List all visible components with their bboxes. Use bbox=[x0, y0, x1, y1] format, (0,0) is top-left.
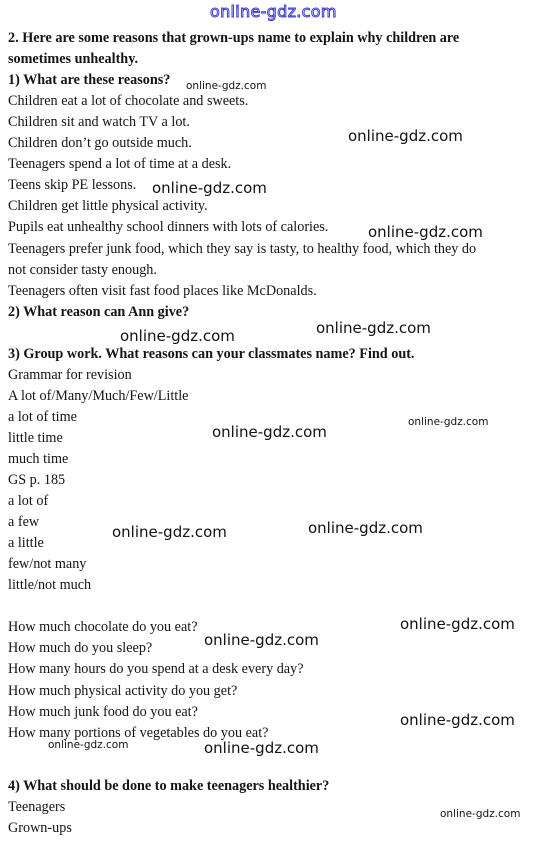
watermark-text: online-gdz.com bbox=[48, 739, 129, 751]
watermark-text: online-gdz.com bbox=[368, 223, 483, 241]
watermark-text: online-gdz.com bbox=[440, 808, 521, 820]
survey-question: How much junk food do you eat? bbox=[8, 704, 198, 720]
grammar-item: a few bbox=[8, 514, 40, 530]
grammar-reference: GS p. 185 bbox=[8, 472, 66, 488]
reason-item: Teens skip PE lessons. bbox=[8, 177, 137, 193]
grammar-heading: Grammar for revision bbox=[8, 367, 132, 383]
grammar-item: little/not much bbox=[8, 577, 92, 593]
reason-item: Children don’t go outside much. bbox=[8, 135, 192, 151]
grammar-item: much time bbox=[8, 451, 69, 467]
grammar-item: A lot of/Many/Much/Few/Little bbox=[8, 388, 189, 404]
grammar-item: little time bbox=[8, 430, 63, 446]
grammar-item: a lot of time bbox=[8, 409, 77, 425]
site-watermark-header: online-gdz.com bbox=[210, 2, 337, 21]
watermark-text: online-gdz.com bbox=[408, 416, 489, 428]
answer-item: Grown-ups bbox=[8, 820, 72, 836]
reason-item: Teenagers prefer junk food, which they say is tasty, to healthy food, which they do bbox=[8, 241, 477, 257]
question-1: 1) What are these reasons? bbox=[8, 72, 171, 88]
question-2: 2) What reason can Ann give? bbox=[8, 304, 190, 320]
question-3: 3) Group work. What reasons can your classmates name? Find out. bbox=[8, 346, 415, 362]
reason-item: Pupils eat unhealthy school dinners with lots of calories. bbox=[8, 219, 329, 235]
survey-question: How much do you sleep? bbox=[8, 640, 153, 656]
grammar-item: few/not many bbox=[8, 556, 87, 572]
watermark-text: online-gdz.com bbox=[204, 631, 319, 649]
grammar-item: a lot of bbox=[8, 493, 49, 509]
survey-question: How much physical activity do you get? bbox=[8, 683, 238, 699]
grammar-item: a little bbox=[8, 535, 44, 551]
watermark-text: online-gdz.com bbox=[212, 423, 327, 441]
reason-item: Teenagers often visit fast food places like McDonalds. bbox=[8, 283, 317, 299]
exercise-title: 2. Here are some reasons that grown-ups name to explain why children are bbox=[8, 30, 460, 46]
reason-item: Children get little physical activity. bbox=[8, 198, 208, 214]
watermark-text: online-gdz.com bbox=[400, 615, 515, 633]
watermark-text: online-gdz.com bbox=[400, 711, 515, 729]
reason-item-cont: not consider tasty enough. bbox=[8, 262, 157, 278]
watermark-text: online-gdz.com bbox=[120, 327, 235, 345]
question-4: 4) What should be done to make teenagers healthier? bbox=[8, 778, 330, 794]
watermark-text: online-gdz.com bbox=[316, 319, 431, 337]
exercise-title-cont: sometimes unhealthy. bbox=[8, 51, 139, 67]
watermark-text: online-gdz.com bbox=[186, 80, 267, 92]
survey-question: How many portions of vegetables do you eat? bbox=[8, 725, 269, 741]
watermark-text: online-gdz.com bbox=[112, 523, 227, 541]
reason-item: Children sit and watch TV a lot. bbox=[8, 114, 190, 130]
survey-question: How many hours do you spend at a desk every day? bbox=[8, 661, 304, 677]
watermark-text: online-gdz.com bbox=[348, 127, 463, 145]
survey-question: How much chocolate do you eat? bbox=[8, 619, 198, 635]
watermark-text: online-gdz.com bbox=[152, 179, 267, 197]
reason-item: Teenagers spend a lot of time at a desk. bbox=[8, 156, 232, 172]
watermark-text: online-gdz.com bbox=[204, 739, 319, 757]
watermark-text: online-gdz.com bbox=[308, 519, 423, 537]
answer-item: Teenagers bbox=[8, 799, 66, 815]
reason-item: Children eat a lot of chocolate and sweets. bbox=[8, 93, 249, 109]
